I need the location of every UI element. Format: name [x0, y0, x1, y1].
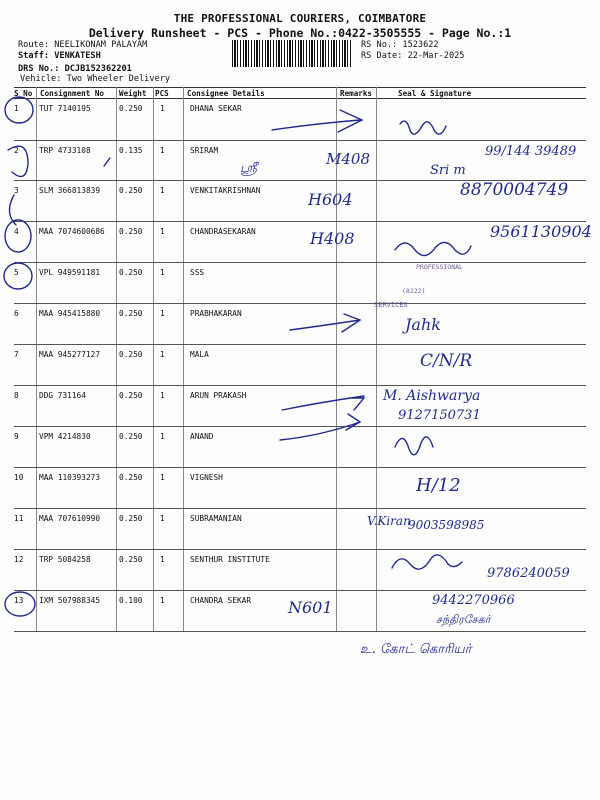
row-pcs: 1: [160, 104, 165, 113]
staff-name: VENKATESH: [54, 51, 101, 61]
row-pcs: 1: [160, 391, 165, 400]
row-divider: [14, 631, 586, 632]
handwritten-tamil-name: சந்திரசேகர்: [436, 613, 491, 626]
row-consignment: TUT 7140195: [39, 104, 91, 113]
handwritten-remark: H604: [308, 190, 353, 209]
row-consignment: MAA 945277127: [39, 350, 101, 359]
row-sno: 13: [14, 596, 24, 605]
col-divider: [336, 87, 337, 632]
company-title: THE PROFESSIONAL COURIERS, COIMBATORE: [173, 12, 427, 25]
signature-scribble: [395, 437, 433, 455]
col-header-pcs: PCS: [155, 89, 169, 98]
stamp-line-3: SERVICES: [374, 301, 408, 309]
row-consignee: SUBRAMANIAN: [190, 514, 242, 523]
row-weight: 0.250: [119, 391, 143, 400]
table-top-line: [14, 87, 586, 88]
row-consignee: VENKITAKRISHNAN: [190, 186, 261, 195]
row-consignee: SENTHUR INSTITUTE: [190, 555, 270, 564]
col-divider: [376, 87, 377, 632]
handwritten-tamil-name: ஸ்ரீ: [240, 161, 257, 176]
row-weight: 0.250: [119, 473, 143, 482]
rs-date: RS Date: 22-Mar-2025: [361, 51, 465, 61]
row-consignment: VPM 4214830: [39, 432, 91, 441]
row-divider: [14, 467, 586, 468]
row-consignment: DDG 731164: [39, 391, 86, 400]
row-consignee: CHANDRA SEKAR: [190, 596, 252, 605]
row-consignee: MALA: [190, 350, 209, 359]
row-weight: 0.135: [119, 146, 143, 155]
row-pcs: 1: [160, 309, 165, 318]
row-weight: 0.250: [119, 432, 143, 441]
row-pcs: 1: [160, 268, 165, 277]
row-consignment: IXM 507988345: [39, 596, 101, 605]
row-pcs: 1: [160, 473, 165, 482]
arrow-stroke: [290, 314, 360, 332]
row-consignee: VIGNESH: [190, 473, 223, 482]
row-consignee: SRIRAM: [190, 146, 219, 155]
row-weight: 0.250: [119, 268, 143, 277]
handwritten-remark: H408: [310, 229, 355, 248]
row-divider: [14, 385, 586, 386]
row-weight: 0.250: [119, 309, 143, 318]
row-divider: [14, 344, 586, 345]
row-consignment: TRP 5084258: [39, 555, 91, 564]
rs-number: RS No.: 1523622: [361, 40, 439, 50]
row-weight: 0.250: [119, 555, 143, 564]
handwritten-signature: H/12: [416, 475, 461, 496]
col-divider: [116, 87, 117, 632]
arrow-stroke: [272, 110, 362, 132]
signature-scribble: [395, 242, 471, 255]
arrow-stroke: [280, 414, 360, 440]
row-consignee: ARUN PRAKASH: [190, 391, 247, 400]
row-consignee: PRABHAKARAN: [190, 309, 242, 318]
stamp-line-1: PROFESSIONAL: [416, 263, 463, 271]
col-divider: [183, 87, 184, 632]
col-header-seal: Seal & Signature: [398, 89, 472, 98]
handwritten-signature: Jahk: [405, 315, 441, 334]
row-sno: 10: [14, 473, 24, 482]
signature-scribble: [400, 121, 446, 134]
row-divider: [14, 140, 586, 141]
col-divider: [36, 87, 37, 632]
row-consignee: ANAND: [190, 432, 214, 441]
handwritten-phone: 9127150731: [398, 408, 481, 423]
handwritten-remark: M408: [326, 150, 370, 168]
col-header-consignee: Consignee Details: [187, 89, 265, 98]
handwritten-footer-note: உ. கோட் கொரியர்: [360, 642, 472, 657]
row-pcs: 1: [160, 146, 165, 155]
col-header-remarks: Remarks: [340, 89, 373, 98]
row-weight: 0.250: [119, 186, 143, 195]
signature-scribble: [392, 555, 462, 569]
row-divider: [14, 426, 586, 427]
row-pcs: 1: [160, 350, 165, 359]
row-divider: [14, 549, 586, 550]
row-consignee: DHANA SEKAR: [190, 104, 242, 113]
row-weight: 0.100: [119, 596, 143, 605]
row-weight: 0.250: [119, 227, 143, 236]
row-sno: 1: [14, 104, 19, 113]
row-pcs: 1: [160, 596, 165, 605]
barcode: [232, 40, 352, 67]
row-sno: 8: [14, 391, 19, 400]
row-consignment: SLM 366813839: [39, 186, 101, 195]
row-sno: 11: [14, 514, 24, 523]
row-sno: 2: [14, 146, 19, 155]
handwritten-signature: M. Aishwarya: [383, 388, 481, 404]
row-divider: [14, 508, 586, 509]
row-pcs: 1: [160, 432, 165, 441]
row-sno: 7: [14, 350, 19, 359]
staff-label: Staff:: [18, 51, 55, 61]
drs-number: DCJB152362201: [64, 64, 132, 74]
row-consignment: MAA 7074600686: [39, 227, 105, 236]
runsheet-subtitle: Delivery Runsheet - PCS - Phone No.:0422-3505555 - Page No.:1: [88, 26, 512, 40]
row-sno: 9: [14, 432, 19, 441]
staff-line: [18, 51, 101, 62]
row-sno: 4: [14, 227, 19, 236]
route-label: Route: NEELIKONAM PALAYAM: [18, 40, 148, 50]
row-weight: 0.250: [119, 350, 143, 359]
arrow-stroke: [282, 396, 364, 410]
row-circle-mark: [5, 220, 31, 252]
vehicle-label: Vehicle: Two Wheeler Delivery: [20, 74, 171, 84]
handwritten-phone: 9561130904: [490, 222, 592, 241]
row-consignment: MAA 945415880: [39, 309, 101, 318]
row-sno: 3: [14, 186, 19, 195]
col-divider: [153, 87, 154, 632]
row-pcs: 1: [160, 186, 165, 195]
col-header-sno: S_No: [14, 89, 33, 98]
handwritten-phone: 9786240059: [487, 566, 570, 581]
col-header-consignment: Consignment No: [40, 89, 105, 98]
handwritten-signature: C/N/R: [420, 351, 473, 371]
row-weight: 0.250: [119, 104, 143, 113]
row-pcs: 1: [160, 514, 165, 523]
handwritten-signature: Sri m: [430, 163, 466, 178]
row-sno: 12: [14, 555, 24, 564]
row-sno: 6: [14, 309, 19, 318]
row-weight: 0.250: [119, 514, 143, 523]
row-pcs: 1: [160, 227, 165, 236]
handwritten-phone: 9003598985: [408, 518, 485, 532]
row-divider: [14, 590, 586, 591]
handwritten-phone: 9442270966: [432, 593, 515, 608]
row-consignment: VPL 949591181: [39, 268, 101, 277]
tick-mark: [104, 158, 110, 166]
col-header-weight: Weight: [119, 89, 147, 98]
row-pcs: 1: [160, 555, 165, 564]
row-consignment: TRP 4733108: [39, 146, 91, 155]
handwritten-remark: N601: [288, 598, 333, 617]
handwritten-signature: V.Kiran: [367, 514, 411, 528]
handwritten-phone: 8870004749: [460, 180, 569, 200]
courier-stamp: [372, 258, 512, 314]
drs-label: DRS No.:: [18, 64, 65, 74]
stamp-line-2: (8222): [402, 287, 426, 295]
row-consignee: SSS: [190, 268, 205, 277]
handwritten-number: 99/144 39489: [485, 144, 577, 159]
row-consignment: MAA 707610990: [39, 514, 101, 523]
header-bottom-line: [14, 98, 586, 99]
row-circle-mark: [5, 97, 33, 123]
row-consignment: MAA 110393273: [39, 473, 101, 482]
row-sno: 5: [14, 268, 19, 277]
row-consignee: CHANDRASEKARAN: [190, 227, 256, 236]
